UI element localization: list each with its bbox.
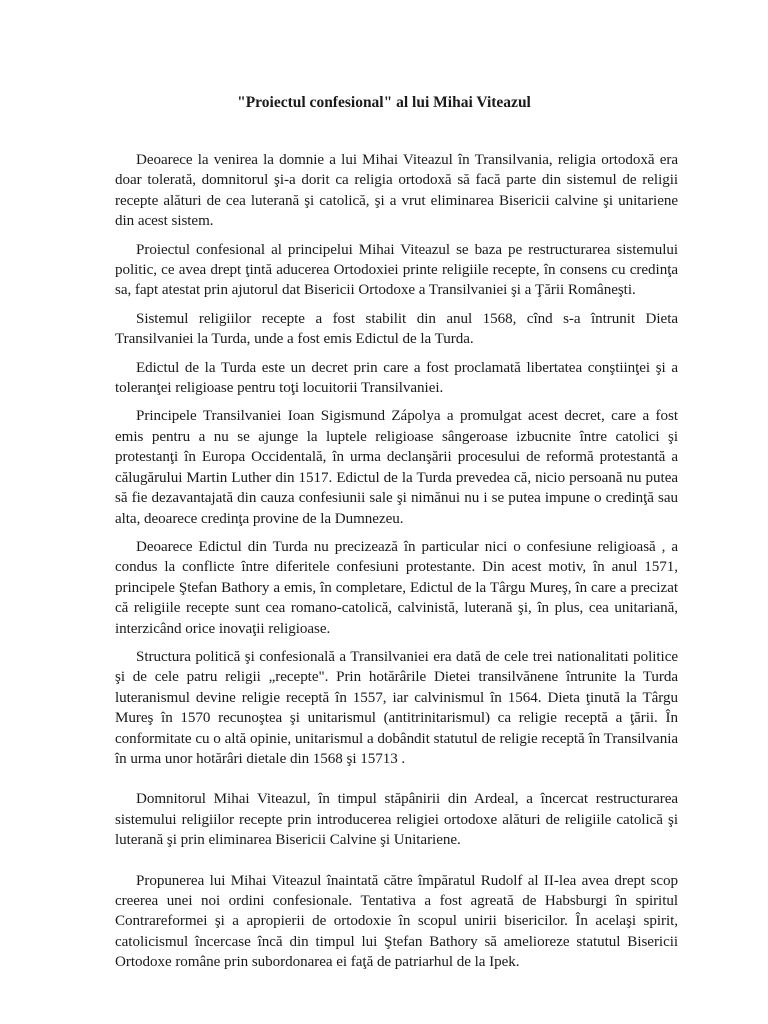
- paragraph-system: Sistemul religiilor recepte a fost stabilit din anul 1568, cînd s-a întrunit Dieta Transilvaniei la Turda, unde a fost emis Edictul de la Turda.: [115, 310, 678, 348]
- paragraph-edict-definition: Edictul de la Turda este un decret prin care a fost proclamată libertatea conştiinţei şi a toleranţei religioase pentru toţi locuitorii Transilvaniei.: [115, 359, 678, 397]
- document-body: [115, 150, 678, 981]
- paragraph-structure: Structura politică şi confesională a Transilvaniei era dată de cele trei nationalitati politice şi de cele patru religii „recepte". Prin hotărârile Dietei transilvănene întrunite la Turda luteranismul devine religie receptă în 1557, iar calvinismul în 1564. Dieta ţinută la Târgu Mureş în 1570 recunoştea şi unitarismul (antitrinitarismul) ca religie receptă a ţării. În conformitate cu o altă opinie, unitarismul a dobândit statutul de religie receptă în Transilvania în urma unor hotărâri dietale din 1568 şi 15713 .: [115, 648, 678, 767]
- paragraph-proposal: Propunerea lui Mihai Viteazul înaintată către împăratul Rudolf al II-lea avea drept scop creerea unei noi ordini confesionale. Tentativa a fost agreată de Habsburgi în spiritul Contrareformei şi a apropierii de ortodoxie în scopul unirii bisericilor. În acelaşi spirit, catolicismul încercase încă din timpul lui Ştefan Bathory să amelioreze statutul Bisericii Ortodoxe române prin subordonarea ei faţă de patriarhul de la Ipek.: [115, 872, 678, 971]
- paragraph-project: Proiectul confesional al principelui Mihai Viteazul se baza pe restructurarea sistemului politic, ce avea drept ţintă aducerea Ortodoxiei printe religiile recepte, în consens cu credinţa sa, fapt atestat prin ajutorul dat Bisericii Ortodoxe a Transilvaniei şi a Ţării Româneşti.: [115, 241, 678, 299]
- paragraph-domnitor: Domnitorul Mihai Viteazul, în timpul stăpânirii din Ardeal, a încercat restructurarea sistemului religiilor recepte prin introducerea religiei ortodoxe alături de religiile catolică şi luterană şi prin eliminarea Bisericii Calvine şi Unitariene.: [115, 791, 678, 849]
- page-title: "Proiectul confesional" al lui Mihai Viteazul: [237, 94, 531, 111]
- paragraph-intro: Deoarece la venirea la domnie a lui Mihai Viteazul în Transilvania, religia ortodoxă era doar tolerată, domnitorul şi-a dorit ca religia ortodoxă să facă parte din sistemul de religii recepte alături de cea luterană şi catolică, şi a vrut eliminarea Bisericii calvine şi unitariene din acest sistem.: [115, 152, 678, 230]
- paragraph-zapolya: Principele Transilvaniei Ioan Sigismund Zápolya a promulgat acest decret, care a fost emis pentru a nu se ajunge la luptele religioase sângeroase izbucnite între catolici şi protestanţi în Europa Occidentală, în urma declanşării procesului de reformă protestantă a călugărului Martin Luther din 1517. Edictul de la Turda prevedea că, nicio persoană nu putea să fie dezavantajată din cauza confesiunii sale şi nimănui nu i se putea impune o credinţă sau alta, deoarece credinţa provine de la Dumnezeu.: [115, 408, 678, 527]
- paragraph-conflicts: Deoarece Edictul din Turda nu precizează în particular nici o confesiune religioasă , a condus la conflicte între diferitele confesiuni protestante. Din acest motiv, în anul 1571, principele Ştefan Bathory a emis, în completare, Edictul de la Târgu Mureş, în care a precizat că religiile recepte sunt cea romano-catolică, calvinistă, luterană şi, în plus, cea unitariană, interzicând orice inovaţii religioase.: [115, 538, 678, 637]
